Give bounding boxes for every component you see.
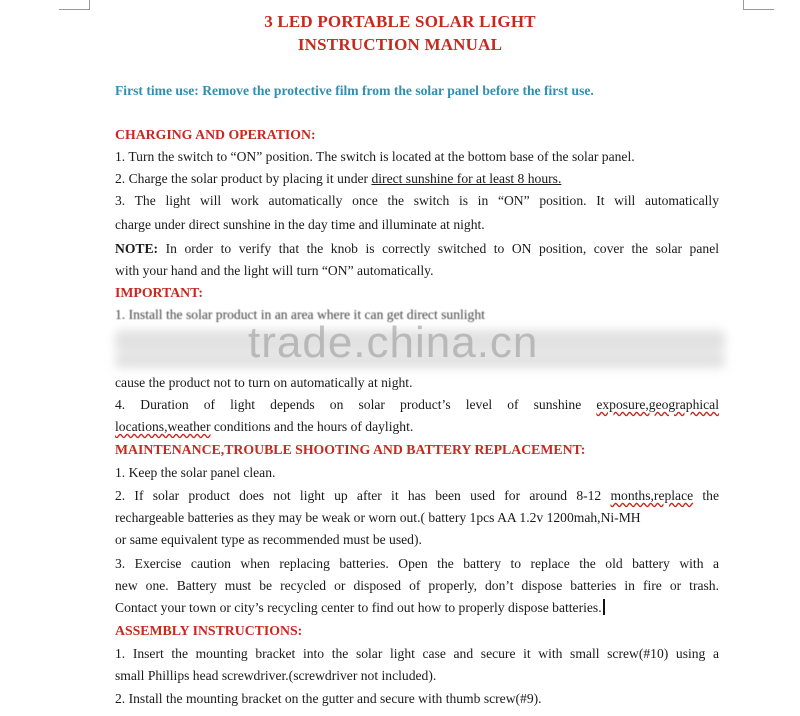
maintenance-step-2-text: 2. If solar product does not light up after it has been used for around 8-12	[115, 488, 611, 503]
maintenance-step-3-line-2: new one. Battery must be recycled or disposed of properly, don’t dispose batteries in fire or trash.	[115, 578, 719, 593]
important-cause-line: cause the product not to turn on automatically at night.	[115, 375, 413, 390]
charging-step-2	[115, 170, 719, 188]
charging-step-3-line-1: 3. The light will work automatically once the switch is in “ON” position. It will automatically	[115, 193, 719, 208]
assembly-step-2: 2. Install the mounting bracket on the gutter and secure with thumb screw(#9).	[115, 691, 542, 706]
note-text: In order to verify that the knob is correctly switched to ON position, cover the solar panel	[158, 241, 719, 256]
step-4-text: 4. Duration of light depends on solar product’s level of sunshine	[115, 397, 597, 412]
maintenance-step-2-line-1	[115, 487, 719, 505]
step-4-text-2: conditions and the hours of daylight.	[210, 419, 414, 434]
important-step-4-line-1	[115, 396, 719, 414]
page-corner-mark-left-h	[59, 9, 89, 10]
charging-step-1: 1. Turn the switch to “ON” position. The switch is located at the bottom base of the solar panel.	[115, 149, 635, 164]
maintenance-step-2-end: the	[693, 488, 720, 503]
charging-step-2-text: 2. Charge the solar product by placing it under	[115, 171, 372, 186]
maintenance-step-2-line-3: or same equivalent type as recommended must be used).	[115, 532, 422, 547]
note-line-1	[115, 240, 719, 258]
maintenance-step-2-line-2: rechargeable batteries as they may be weak or worn out.( battery 1pcs AA 1.2v 1200mah,Ni-MH	[115, 510, 641, 525]
text-cursor	[603, 599, 605, 615]
assembly-step-1-line-2: small Phillips head screwdriver.(screwdriver not included).	[115, 668, 437, 683]
document-title: 3 LED PORTABLE SOLAR LIGHT	[264, 12, 536, 31]
maintenance-step-3-line-3	[115, 599, 719, 617]
maintenance-step-3-line-1: 3. Exercise caution when replacing batteries. Open the battery to replace the old battery with a	[115, 556, 719, 571]
watermark: trade.china.cn	[248, 318, 539, 367]
first-use-note: First time use: Remove the protective film from the solar panel before the first use.	[115, 83, 594, 98]
important-step-1-cut: 1. Install the solar product in an area where it can get direct sunlight	[115, 307, 485, 322]
page-corner-mark-right-h	[744, 9, 774, 10]
document-subtitle: INSTRUCTION MANUAL	[297, 35, 503, 54]
maintenance-spellcheck-word: months,replace	[610, 488, 694, 503]
page-corner-mark-left	[89, 0, 90, 10]
charging-step-3-line-2: charge under direct sunshine in the day time and illuminate at night.	[115, 217, 485, 232]
maintenance-step-1: 1. Keep the solar panel clean.	[115, 465, 276, 480]
note-line-2: with your hand and the light will turn “ON” automatically.	[115, 263, 434, 278]
note-label: NOTE:	[115, 241, 159, 256]
important-step-4-line-2	[115, 418, 719, 436]
maintenance-step-3-text: Contact your town or city’s recycling center to find out how to properly dispose batteries.	[115, 600, 602, 615]
charging-step-2-underlined: direct sunshine for at least 8 hours.	[371, 171, 562, 186]
charging-heading: CHARGING AND OPERATION:	[115, 127, 316, 142]
important-heading: IMPORTANT:	[115, 285, 203, 300]
step-4-spellcheck-word-2: locations,weather	[115, 419, 211, 434]
step-4-spellcheck-word: exposure,geographical	[596, 397, 719, 412]
maintenance-heading: MAINTENANCE,TROUBLE SHOOTING AND BATTERY REPLACEMENT:	[115, 442, 586, 457]
assembly-step-1-line-1: 1. Insert the mounting bracket into the solar light case and secure it with small screw(#10) using a	[115, 646, 719, 661]
assembly-heading: ASSEMBLY INSTRUCTIONS:	[115, 623, 303, 638]
